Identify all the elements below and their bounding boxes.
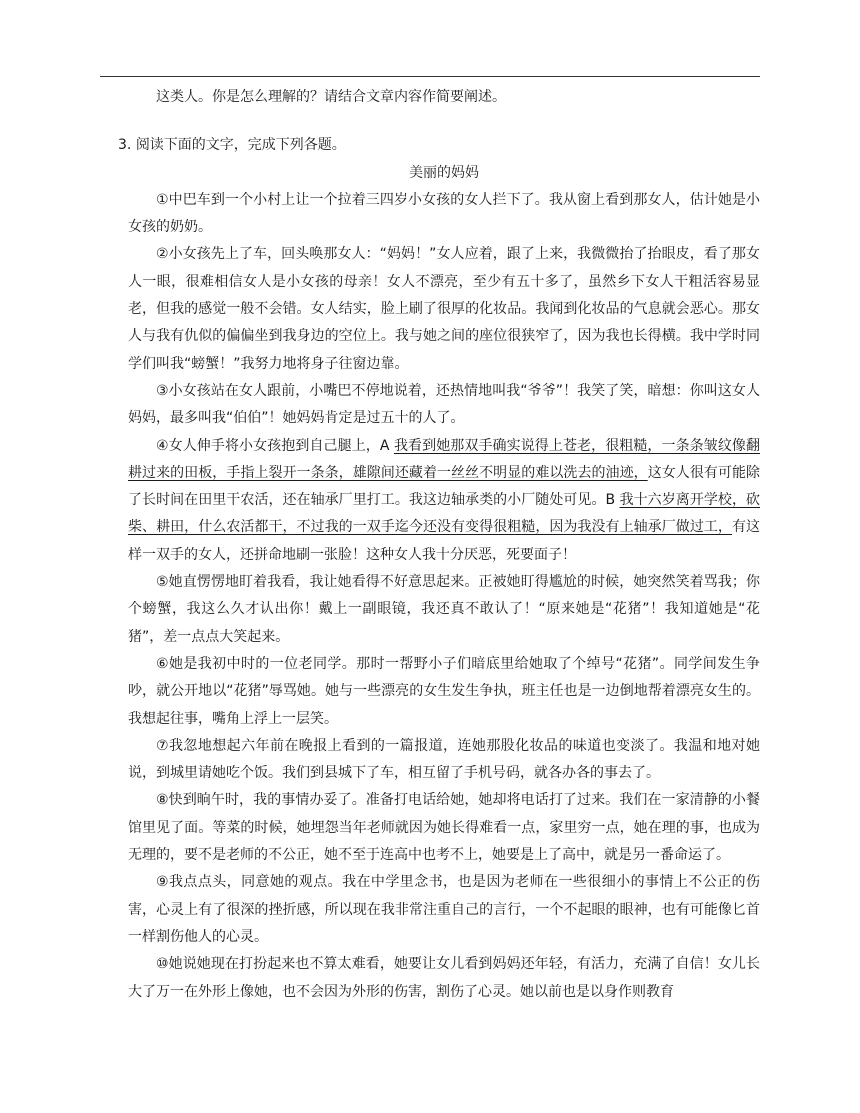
header-rule (100, 76, 760, 77)
paragraph-1: ①中巴车到一个小村上让一个拉着三四岁小女孩的女人拦下了。我从窗上看到那女人，估计她是小女孩的奶奶。 (128, 191, 760, 236)
underlined-sentence-a: 我看到她那双手确实说得上苍老，很粗糙，一条条皱纹像翻耕过来的田板，手指上裂开一条条，雄隙间还藏着一丝丝不明显的难以洗去的油迹， (128, 437, 761, 481)
paragraph-10: ⑩她说她现在打扮起来也不算太难看，她要让女儿看到妈妈还年轻，有活力，充满了自信！女儿长大了万一在外形上像她，也不会因为外形的伤害，割伤了心灵。她以前也是以身作则教育 (128, 956, 760, 1000)
document-body (118, 84, 761, 1006)
question-prompt: 阅读下面的文字，完成下列各题。 (135, 137, 346, 154)
paragraph-8: ⑧快到晌午时，我的事情办妥了。准备打电话给她，她却将电话打了过来。我们在一家清静的小餐馆里见了面。等菜的时候，她埋怨当年老师就因为她长得难看一点，家里穷一点，她在理的事，也成为无理的，要不是老师的不公正，她不至于连高中也考不上，她要是上了高中，就是另一番命运了。 (128, 792, 760, 864)
paragraph-7: ⑦我忽地想起六年前在晚报上看到的一篇报道，连她那股化妆品的味道也变淡了。我温和地对她说，到城里请她吃个饭。我们到县城下了车，相互留了手机号码，就各办各的事去了。 (128, 737, 760, 782)
previous-question-tail: 这类人。你是怎么理解的？请结合文章内容作简要阐述。 (156, 89, 506, 105)
paragraph-5: ⑤她直愣愣地盯着我看，我让她看得不好意思起来。正被她盯得尴尬的时候，她突然笑着骂我；你个螃蟹，我这么久才认出你！戴上一副眼镜，我还真不敢认了！“原来她是“花猪”！我知道她是“花猪”，差一点点大笑起来。 (128, 574, 760, 645)
question-3-heading (118, 132, 760, 159)
paragraph-3: ③小女孩站在女人跟前，小嘴巴不停地说着，还热情地叫我“爷爷”！我笑了笑，暗想：你叫这女人妈妈，最多叫我“伯伯”！她妈妈肯定是过五十的人了。 (128, 382, 760, 427)
underlined-sentence-b: 我十六岁离开学校，砍柴、耕田，什么农活都干，不过我的一双手迄今还没有变得很粗糙，因为我没有上轴承厂做过工， (128, 492, 760, 536)
paragraph-9: ⑨我点点头，同意她的观点。我在中学里念书，也是因为老师在一些很细小的事情上不公正的伤害，心灵上有了很深的挫折感，所以现在我非常注重自己的言行，一个不起眼的眼神，也有可能像匕首一样割伤他人的心灵。 (128, 874, 760, 945)
paragraph-4 (128, 433, 760, 569)
paragraph-4-lead: ④女人伸手将小女孩抱到自己腿上，A (156, 437, 394, 454)
paragraph-6: ⑥她是我初中时的一位老同学。那时一帮野小子们暗底里给她取了个绰号“花猪”。同学间发生争吵，就公开地以“花猪”辱骂她。她与一些漂亮的女生发生争执，班主任也是一边倒地帮着漂亮女生的。我想起往事，嘴角上浮上一层笑。 (128, 655, 760, 727)
paragraph-2: ②小女孩先上了车，回头唤那女人：“妈妈！”女人应着，跟了上来，我微微抬了抬眼皮，看了那女人一眼，很难相信女人是小女孩的母亲！女人不漂亮，至少有五十多了，虽然乡下女人干粗活容易显老，但我的感觉一般不会错。女人结实，脸上刷了很厚的化妆品。我闻到化妆品的气息就会恶心。那女人与我有仇似的偏偏坐到我身边的空位上。我与她之间的座位很狭窄了，因为我也长得横。我中学时同学们叫我“螃蟹！”我努力地将身子往窗边靠。 (128, 246, 760, 372)
article-title: 美丽的妈妈 (409, 164, 479, 181)
paragraph-4-end: 有这样一双手的女人，还拼命地刷一张脸！这种女人我十分厌恶，死要面子！ (128, 519, 760, 563)
question-number: 3. (118, 137, 132, 154)
paragraph-4-middle: 这女人很有可能除了长时间在田里干农活，还在轴承厂里打工。我这边轴承类的小厂随处可见。B (128, 464, 761, 509)
